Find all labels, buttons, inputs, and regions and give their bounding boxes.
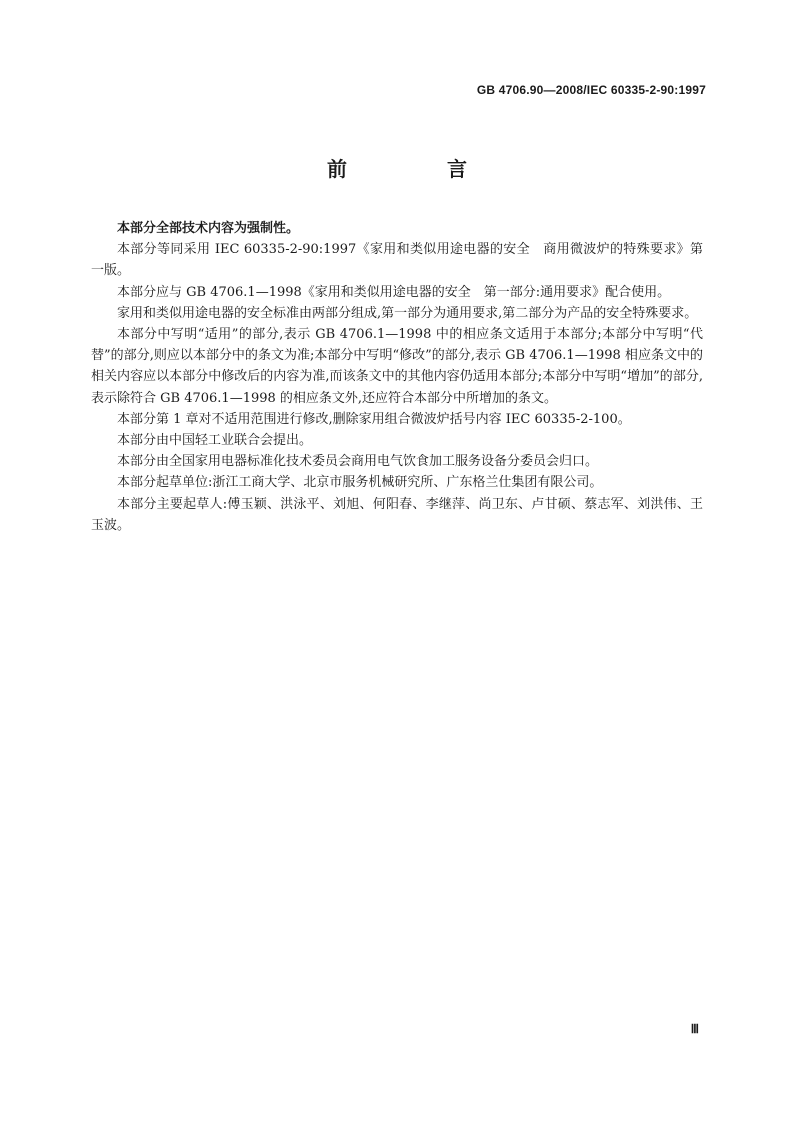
foreword-body [91,218,703,536]
standard-code-header: GB 4706.90—2008/IEC 60335-2-90:1997 [476,83,706,97]
paragraph-committee: 本部分由全国家用电器标准化技术委员会商用电气饮食加工服务设备分委员会归口。 [117,454,599,470]
paragraph-drafting-units: 本部分起草单位:浙江工商大学、北京市服务机械研究所、广东格兰仕集团有限公司。 [117,475,603,491]
paragraph-scope-change: 本部分第 1 章对不适用范围进行修改,删除家用组合微波炉括号内容 IEC 60335-2-100。 [117,411,631,427]
page-number: Ⅲ [690,1022,699,1036]
paragraph-structure: 家用和类似用途电器的安全标准由两部分组成,第一部分为通用要求,第二部分为产品的安全特殊要求。 [117,305,698,321]
paragraph-proposer: 本部分由中国轻工业联合会提出。 [117,433,313,449]
paragraph-mandatory-statement: 本部分全部技术内容为强制性。 [117,221,300,236]
paragraph-usage: 本部分应与 GB 4706.1—1998《家用和类似用途电器的安全 第一部分:通用要求》配合使用。 [117,284,671,300]
paragraph-terms: 本部分中写明“适用”的部分,表示 GB 4706.1—1998 中的相应条文适用于本部分;本部分中写明“代替”的部分,则应以本部分中的条文为准;本部分中写明“修改”的部分,表示 GB 4706.1—1998 相应条文中的相关内容应以本部分中修改后的内容为准,而该条文中的其他内容仍适用本部分;本部分中写明“增加”的部分,表示除符合 GB 4706.1—1998 的相应条文外,还应符合本部分中所增加的条文。 [91,327,703,406]
paragraph-drafters: 本部分主要起草人:傅玉颖、洪泳平、刘旭、何阳春、李继萍、尚卫东、卢甘硕、蔡志军、刘洪伟、王玉波。 [91,496,703,533]
paragraph-adoption: 本部分等同采用 IEC 60335-2-90:1997《家用和类似用途电器的安全 商用微波炉的特殊要求》第一版。 [91,242,703,279]
page-title: 前 言 [327,157,507,181]
